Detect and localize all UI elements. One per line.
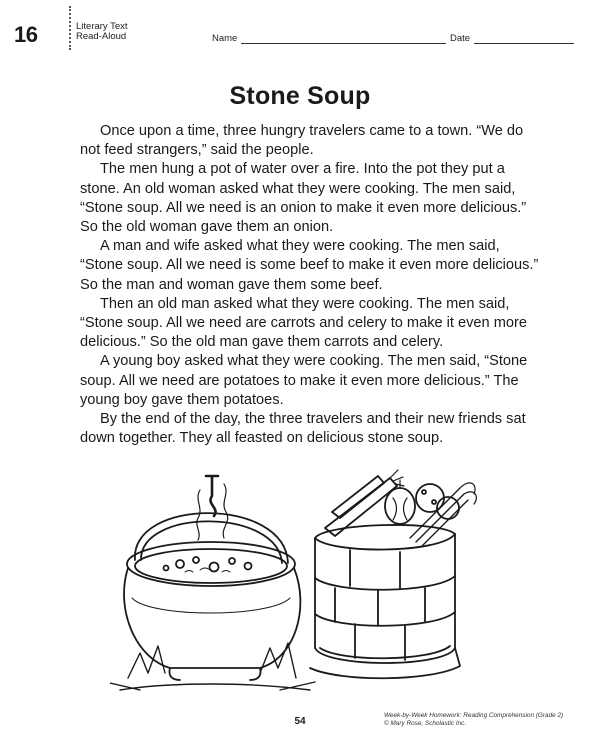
date-field[interactable] <box>450 33 574 44</box>
credit-line-2: © Mary Rose, Scholastic Inc. <box>384 720 467 727</box>
stone-stand <box>310 525 460 678</box>
date-line[interactable] <box>474 34 574 44</box>
pot-handle <box>135 476 288 563</box>
stone-soup-illustration <box>110 468 490 700</box>
credit-line-1: Week-by-Week Homework: Reading Comprehension (Grade 2) <box>384 712 564 719</box>
story-paragraph: A young boy asked what they were cooking. The men said, “Stone soup. All we need are potatoes to make it even more delicious.” The young boy gave them potatoes. <box>80 353 528 408</box>
text-type-line1: Literary Text <box>76 21 128 32</box>
story-paragraph: The men hung a pot of water over a fire. Into the pot they put a stone. An old woman asked what they were cooking. The men said, “Stone soup. All we need is an onion to make it even more delicious.” So the old woman gave them an onion. <box>80 161 527 236</box>
worksheet-number: 16 <box>14 22 38 47</box>
header-divider <box>69 6 71 50</box>
story-paragraph: Then an old man asked what they were cooking. The men said, “Stone soup. All we need are carrots and celery to make it even more delicious.” So the old man gave them carrots and celery. <box>80 295 527 351</box>
story-paragraph: A man and wife asked what they were cooking. The men said, “Stone soup. All we need is some beef to make it even more delicious.” So the man and woman gave them some beef. <box>80 238 539 293</box>
text-type-line2: Read-Aloud <box>76 31 127 42</box>
name-field[interactable] <box>212 33 446 44</box>
story-paragraph: Once upon a time, three hungry travelers came to a town. “We do not feed strangers,” said the people. <box>80 123 524 159</box>
story-title: Stone Soup <box>229 82 371 110</box>
story-body <box>80 122 540 448</box>
name-label: Name <box>212 33 238 44</box>
page-number: 54 <box>294 716 306 727</box>
name-line[interactable] <box>241 34 446 44</box>
campfire <box>110 643 315 690</box>
date-label: Date <box>450 33 471 44</box>
credit-line <box>384 712 584 728</box>
text-type-label <box>76 22 128 42</box>
story-paragraph: By the end of the day, the three travelers and their new friends sat down together. They all feasted on delicious stone soup. <box>80 411 526 447</box>
